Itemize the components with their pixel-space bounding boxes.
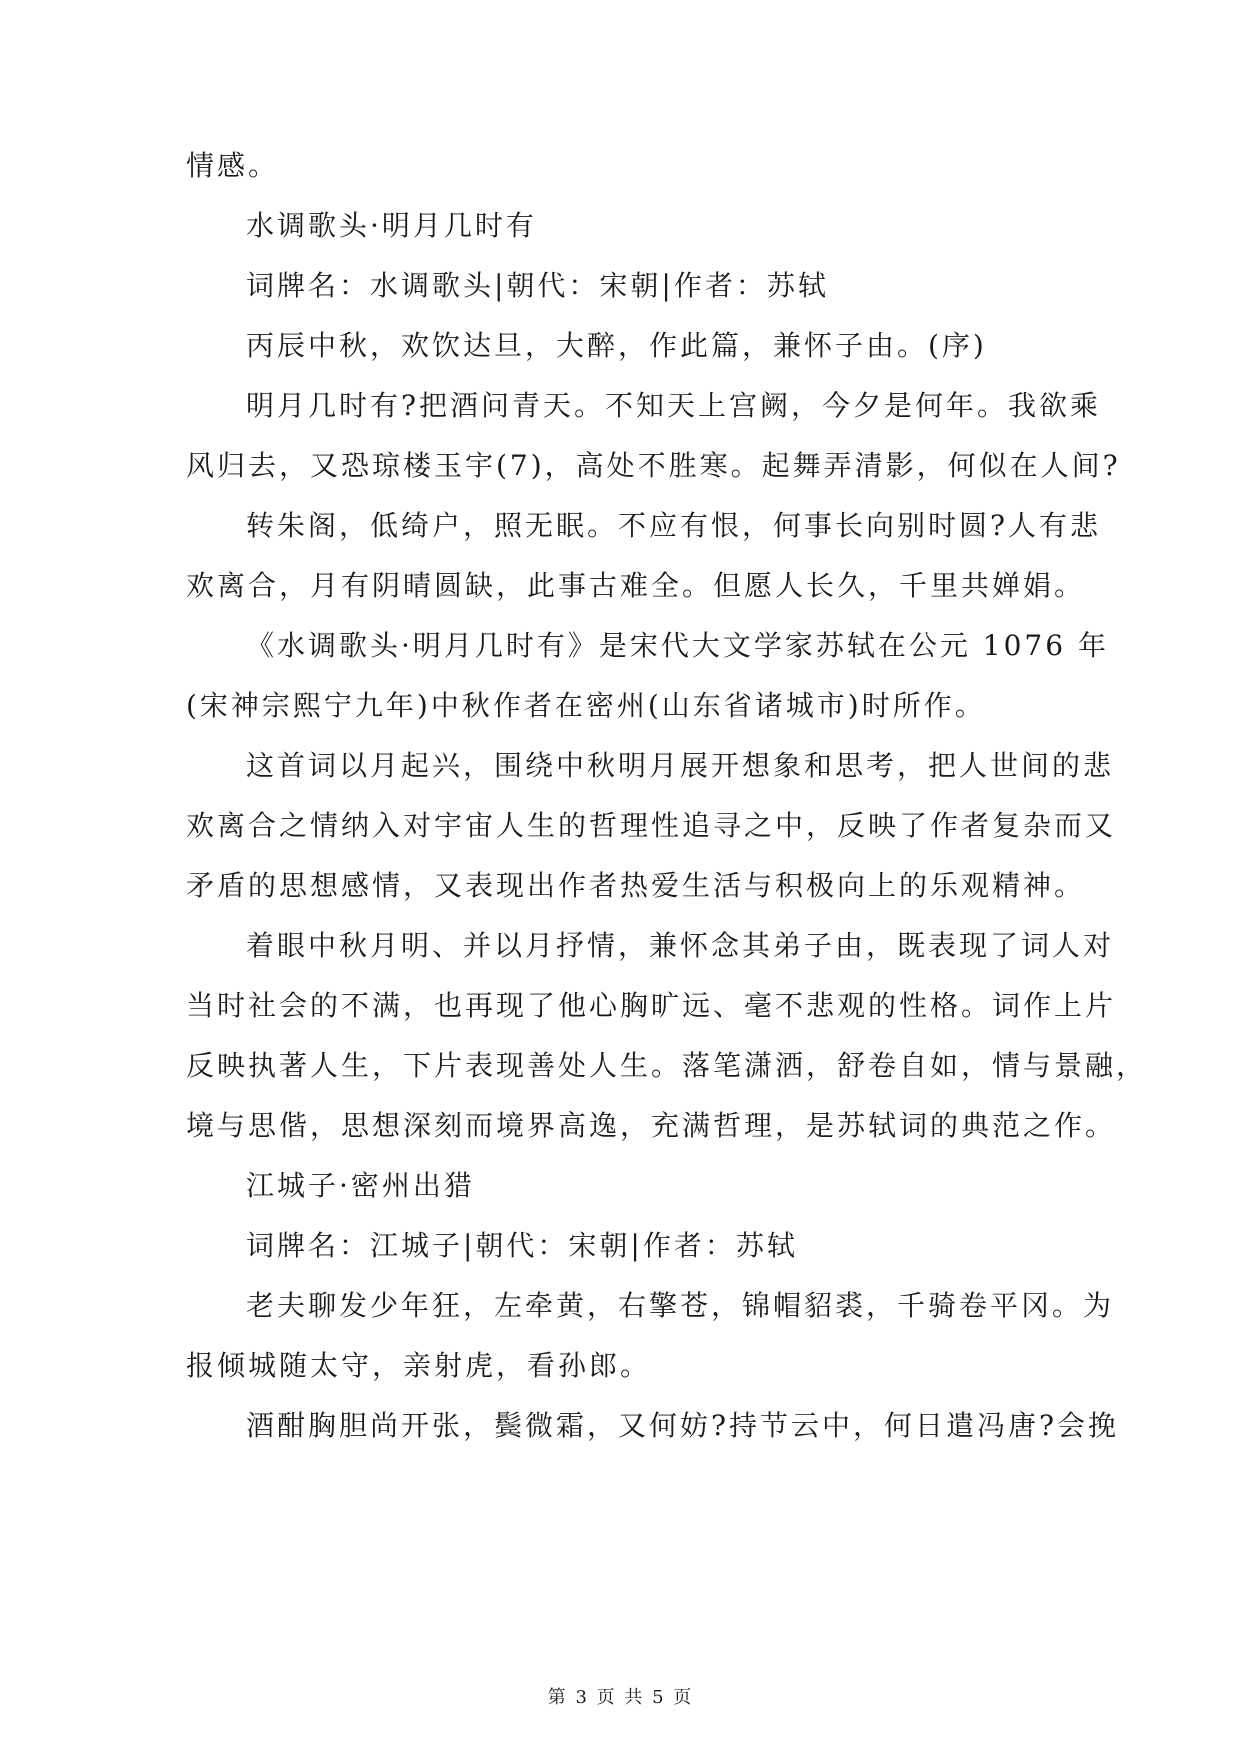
- poem-meta: 词牌名：水调歌头|朝代：宋朝|作者：苏轼: [246, 269, 829, 302]
- text-line: 着眼中秋月明、并以月抒情，兼怀念其弟子由，既表现了词人对: [246, 929, 1115, 962]
- poem-preface: 丙辰中秋，欢饮达旦，大醉，作此篇，兼怀子由。(序): [246, 329, 987, 362]
- text-line: 反映执著人生，下片表现善处人生。落笔潇洒，舒卷自如，情与景融，: [186, 1049, 1148, 1082]
- text-line: 境与思偕，思想深刻而境界高逸，充满哲理，是苏轼词的典范之作。: [186, 1109, 1117, 1142]
- page-footer: 第 3 页 共 5 页: [547, 1687, 694, 1708]
- text-line: 这首词以月起兴，围绕中秋明月展开想象和思考，把人世间的悲: [246, 749, 1115, 782]
- text-line: 转朱阁，低绮户，照无眠。不应有恨，何事长向别时圆?人有悲: [246, 509, 1102, 542]
- text-line: 欢离合，月有阴晴圆缺，此事古难全。但愿人长久，千里共婵娟。: [186, 569, 1086, 602]
- text-line: 欢离合之情纳入对宇宙人生的哲理性追寻之中，反映了作者复杂而又: [186, 809, 1117, 842]
- text-line: (宋神宗熙宁九年)中秋作者在密州(山东省诸城市)时所作。: [186, 689, 986, 722]
- text-line: 矛盾的思想感情，又表现出作者热爱生活与积极向上的乐观精神。: [186, 869, 1086, 902]
- poem-title: 江城子·密州出猎: [246, 1169, 475, 1202]
- poem-meta: 词牌名：江城子|朝代：宋朝|作者：苏轼: [246, 1229, 798, 1262]
- text-line: 情感。: [186, 149, 280, 182]
- text-line: 酒酣胸胆尚开张，鬓微霜，又何妨?持节云中，何日遣冯唐?会挽: [246, 1409, 1120, 1442]
- text-line: 《水调歌头·明月几时有》是宋代大文学家苏轼在公元 1076 年: [246, 629, 1109, 662]
- poem-title: 水调歌头·明月几时有: [246, 209, 537, 242]
- text-line: 明月几时有?把酒问青天。不知天上宫阙，今夕是何年。我欲乘: [246, 389, 1102, 422]
- text-line: 报倾城随太守，亲射虎，看孙郎。: [186, 1349, 652, 1382]
- text-line: 风归去，又恐琼楼玉宇(7)，高处不胜寒。起舞弄清影，何似在人间?: [186, 449, 1121, 482]
- text-line: 当时社会的不满，也再现了他心胸旷远、毫不悲观的性格。词作上片: [186, 989, 1117, 1022]
- text-line: 老夫聊发少年狂，左牵黄，右擎苍，锦帽貂裘，千骑卷平冈。为: [246, 1289, 1115, 1322]
